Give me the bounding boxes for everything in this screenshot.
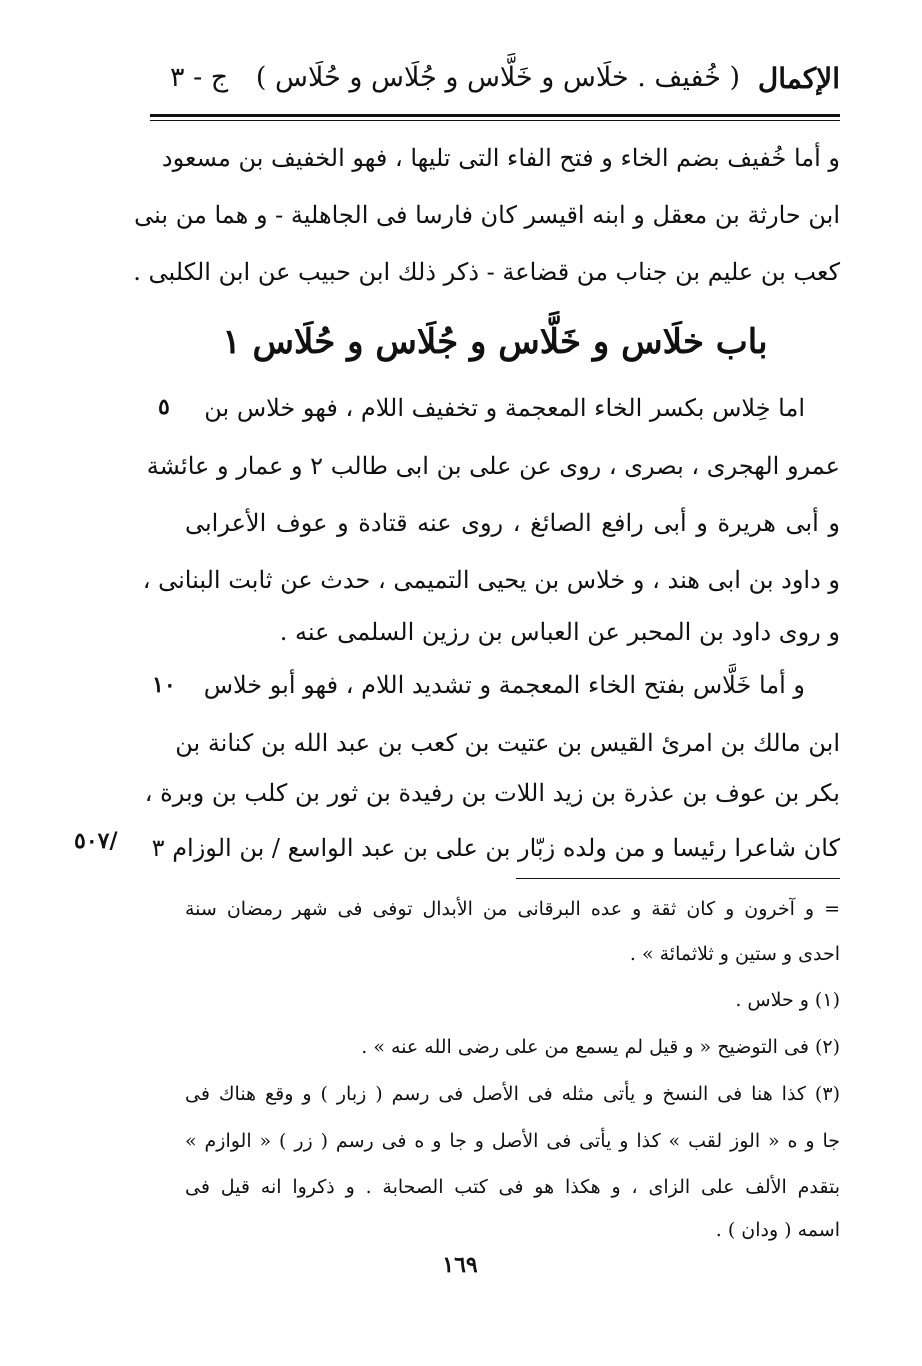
body-line: بكر بن عوف بن عذرة بن زيد اللات بن رفيدة بن ثور بن كلب بن وبرة ، (144, 779, 840, 807)
body-line: و أبى هريرة و أبى رافع الصائغ ، روى عنه قتادة و عوف الأعرابى (185, 509, 840, 537)
footnote-line: (٢) فى التوضيح « و قيل لم يسمع من على رضى الله عنه » . (361, 1036, 840, 1058)
page-number: ١٦٩ (442, 1252, 478, 1278)
body-line: كعب بن عليم بن جناب من قضاعة - ذكر ذلك ابن حبيب عن ابن الكلبى . (133, 258, 840, 286)
footnote-line: = و آخرون و كان ثقة و عده البرقانى من الأبدال توفى فى شهر رمضان سنة (185, 898, 840, 920)
footnote-line: بتقدم الألف على الزاى ، و هكذا هو فى كتب الصحابة . و ذكروا انه قيل فى (185, 1176, 840, 1198)
margin-line-number: ٥ (158, 394, 170, 420)
header-volume: ج - ٣ (170, 62, 229, 93)
footnote-rule (516, 878, 840, 879)
body-line: ابن حارثة بن معقل و ابنه اقيسر كان فارسا فى الجاهلية - و هما من بنى (134, 201, 840, 229)
footnote-line: جا و ه « الوز لقب » كذا و يأتى فى الأصل و جا و ه فى رسم ( زر ) « الوازم » (185, 1130, 840, 1152)
margin-line-number: ١٠ (152, 672, 176, 698)
body-line: ابن مالك بن امرئ القيس بن عتيت بن كعب بن عبد الله بن كنانة بن (175, 729, 840, 757)
body-line: و أما خَلَّاس بفتح الخاء المعجمة و تشديد اللام ، فهو أبو خلاس (203, 671, 805, 699)
body-line: اما خِلاس بكسر الخاء المعجمة و تخفيف اللام ، فهو خلاس بن (204, 394, 805, 422)
section-title: باب خلَاس و خَلَّاس و جُلَاس و حُلَاس ١ (222, 322, 768, 362)
footnote-line: اسمه ( ودان ) . (715, 1219, 840, 1241)
header-rule-thin (150, 120, 840, 121)
header-book-title: الإكمال (757, 62, 840, 95)
footnote-line: احدى و ستين و ثلاثمائة » . (629, 943, 840, 965)
header-topic: ( خُفيف . خلَاس و خَلَّاس و جُلَاس و حُلَاس ) (255, 62, 740, 93)
body-line: عمرو الهجرى ، بصرى ، روى عن على بن ابى طالب ٢ و عمار و عائشة (146, 452, 840, 480)
footnote-line: (١) و حلاس . (735, 989, 840, 1011)
body-line: و أما خُفيف بضم الخاء و فتح الفاء التى تليها ، فهو الخفيف بن مسعود (161, 144, 840, 172)
margin-folio-reference: ٥٠٧/ (74, 828, 118, 854)
body-line: و روى داود بن المحبر عن العباس بن رزين السلمى عنه . (279, 618, 840, 646)
running-header (150, 62, 840, 106)
body-line: و داود بن ابى هند ، و خلاس بن يحيى التميمى ، حدث عن ثابت البنانى ، (142, 566, 840, 594)
body-line: كان شاعرا رئيسا و من ولده زبّار بن على بن عبد الواسع / بن الوزام ٣ (151, 834, 840, 862)
header-rule-thick (150, 114, 840, 117)
footnote-line: (٣) كذا هنا فى النسخ و يأتى مثله فى الأصل فى رسم ( زبار ) و وقع هناك فى (185, 1083, 840, 1105)
